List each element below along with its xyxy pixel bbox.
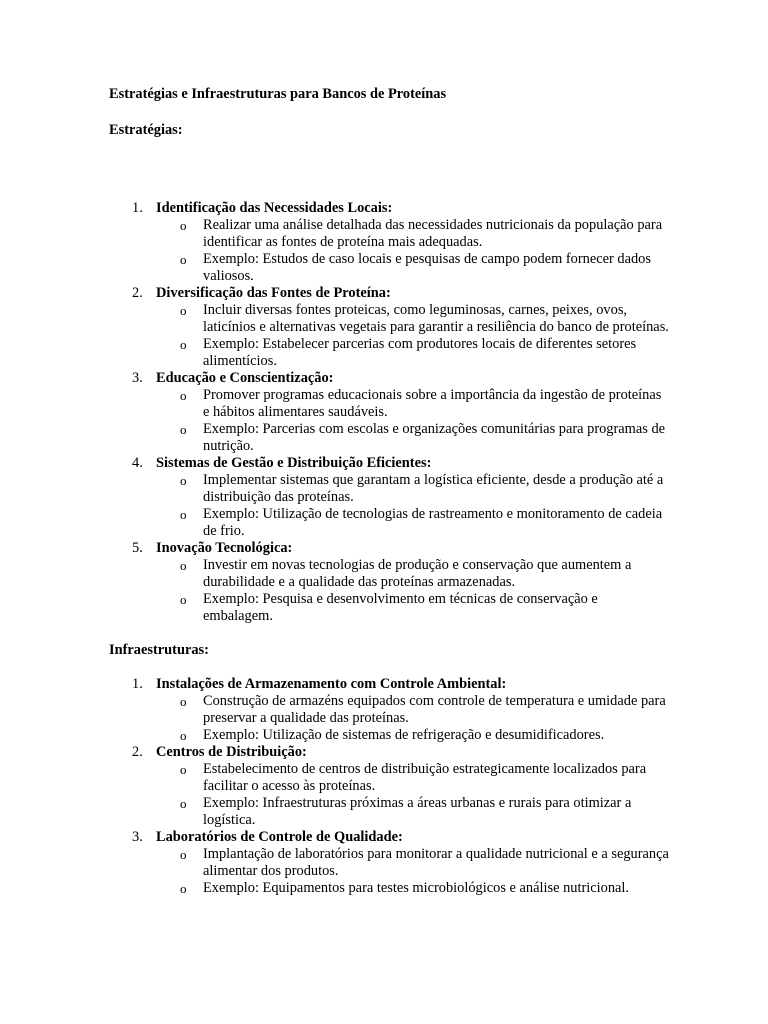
sub-list-item <box>156 472 669 506</box>
sub-item-text: Exemplo: Infraestruturas próximas a áreas urbanas e rurais para otimizar a logística. <box>203 795 632 828</box>
sub-list-item <box>156 421 669 455</box>
list-item-heading: Inovação Tecnológica: <box>156 540 293 556</box>
strategy-item-4 <box>109 455 669 540</box>
section-heading-strategies: Estratégias: <box>109 122 183 138</box>
circle-bullet-icon: o <box>180 694 187 709</box>
sub-list-item <box>156 251 669 285</box>
sub-list-item <box>156 557 669 591</box>
blank-space <box>109 139 669 200</box>
strategy-item-2 <box>109 285 669 370</box>
sub-list-item <box>156 761 669 795</box>
list-number: 2. <box>132 285 143 301</box>
circle-bullet-icon: o <box>180 218 187 233</box>
list-item-heading: Sistemas de Gestão e Distribuição Eficientes: <box>156 455 432 471</box>
list-item-heading: Instalações de Armazenamento com Controle Ambiental: <box>156 676 507 692</box>
list-number: 1. <box>132 200 143 216</box>
sub-item-text: Incluir diversas fontes proteicas, como leguminosas, carnes, peixes, ovos, laticínios e alternativas vegetais para garantir a resiliência do banco de proteínas. <box>203 302 669 335</box>
sub-list <box>156 557 669 625</box>
circle-bullet-icon: o <box>180 388 187 403</box>
circle-bullet-icon: o <box>180 847 187 862</box>
infrastructure-item-3 <box>109 829 669 897</box>
list-item-heading: Centros de Distribuição: <box>156 744 307 760</box>
sub-item-text: Exemplo: Parcerias com escolas e organizações comunitárias para programas de nutrição. <box>203 421 666 454</box>
strategy-item-1 <box>109 200 669 285</box>
sub-item-text: Investir em novas tecnologias de produção e conservação que aumentem a durabilidade e a qualidade das proteínas armazenadas. <box>203 557 632 590</box>
list-number: 3. <box>132 829 143 845</box>
sub-item-text: Estabelecimento de centros de distribuição estrategicamente localizados para facilitar o acesso às proteínas. <box>203 761 647 794</box>
document-title: Estratégias e Infraestruturas para Bancos de Proteínas <box>109 86 447 102</box>
strategy-item-5 <box>109 540 669 625</box>
circle-bullet-icon: o <box>180 422 187 437</box>
infrastructures-list <box>109 676 669 897</box>
sub-list-item <box>156 336 669 370</box>
sub-item-text: Implementar sistemas que garantam a logística eficiente, desde a produção até a distribuição das proteínas. <box>203 472 664 505</box>
sub-list-item <box>156 591 669 625</box>
strategies-list <box>109 200 669 625</box>
sub-item-text: Exemplo: Pesquisa e desenvolvimento em técnicas de conservação e embalagem. <box>203 591 598 624</box>
sub-list <box>156 846 669 897</box>
sub-list-item <box>156 727 669 744</box>
circle-bullet-icon: o <box>180 728 187 743</box>
sub-item-text: Realizar uma análise detalhada das necessidades nutricionais da população para identificar as fontes de proteína mais adequadas. <box>203 217 663 250</box>
list-number: 2. <box>132 744 143 760</box>
list-number: 1. <box>132 676 143 692</box>
list-item-heading: Identificação das Necessidades Locais: <box>156 200 393 216</box>
circle-bullet-icon: o <box>180 507 187 522</box>
circle-bullet-icon: o <box>180 473 187 488</box>
sub-list <box>156 693 669 744</box>
circle-bullet-icon: o <box>180 881 187 896</box>
circle-bullet-icon: o <box>180 558 187 573</box>
sub-list-item <box>156 693 669 727</box>
sub-list <box>156 302 669 370</box>
document-page <box>109 86 669 897</box>
sub-list-item <box>156 795 669 829</box>
list-number: 3. <box>132 370 143 386</box>
section-heading-infrastructures: Infraestruturas: <box>109 642 209 658</box>
infrastructure-item-1 <box>109 676 669 744</box>
sub-item-text: Exemplo: Utilização de sistemas de refrigeração e desumidificadores. <box>203 727 605 743</box>
sub-item-text: Exemplo: Utilização de tecnologias de rastreamento e monitoramento de cadeia de frio. <box>203 506 663 539</box>
list-item-heading: Laboratórios de Controle de Qualidade: <box>156 829 403 845</box>
list-number: 4. <box>132 455 143 471</box>
sub-item-text: Exemplo: Equipamentos para testes microbiológicos e análise nutricional. <box>203 880 630 896</box>
sub-list <box>156 217 669 285</box>
sub-list <box>156 387 669 455</box>
circle-bullet-icon: o <box>180 762 187 777</box>
circle-bullet-icon: o <box>180 252 187 267</box>
sub-item-text: Construção de armazéns equipados com controle de temperatura e umidade para preservar a qualidade das proteínas. <box>203 693 666 726</box>
circle-bullet-icon: o <box>180 337 187 352</box>
list-item-heading: Diversificação das Fontes de Proteína: <box>156 285 391 301</box>
strategy-item-3 <box>109 370 669 455</box>
sub-list <box>156 472 669 540</box>
sub-list-item <box>156 880 669 897</box>
sub-list <box>156 761 669 829</box>
sub-item-text: Promover programas educacionais sobre a importância da ingestão de proteínas e hábitos alimentares saudáveis. <box>203 387 662 420</box>
circle-bullet-icon: o <box>180 796 187 811</box>
infrastructure-item-2 <box>109 744 669 829</box>
circle-bullet-icon: o <box>180 592 187 607</box>
sub-list-item <box>156 302 669 336</box>
sub-list-item <box>156 846 669 880</box>
list-item-heading: Educação e Conscientização: <box>156 370 334 386</box>
sub-item-text: Exemplo: Estudos de caso locais e pesquisas de campo podem fornecer dados valiosos. <box>203 251 651 284</box>
sub-list-item <box>156 217 669 251</box>
sub-item-text: Implantação de laboratórios para monitorar a qualidade nutricional e a segurança alimentar dos produtos. <box>203 846 669 879</box>
sub-item-text: Exemplo: Estabelecer parcerias com produtores locais de diferentes setores alimentícios. <box>203 336 637 369</box>
list-number: 5. <box>132 540 143 556</box>
sub-list-item <box>156 506 669 540</box>
circle-bullet-icon: o <box>180 303 187 318</box>
sub-list-item <box>156 387 669 421</box>
